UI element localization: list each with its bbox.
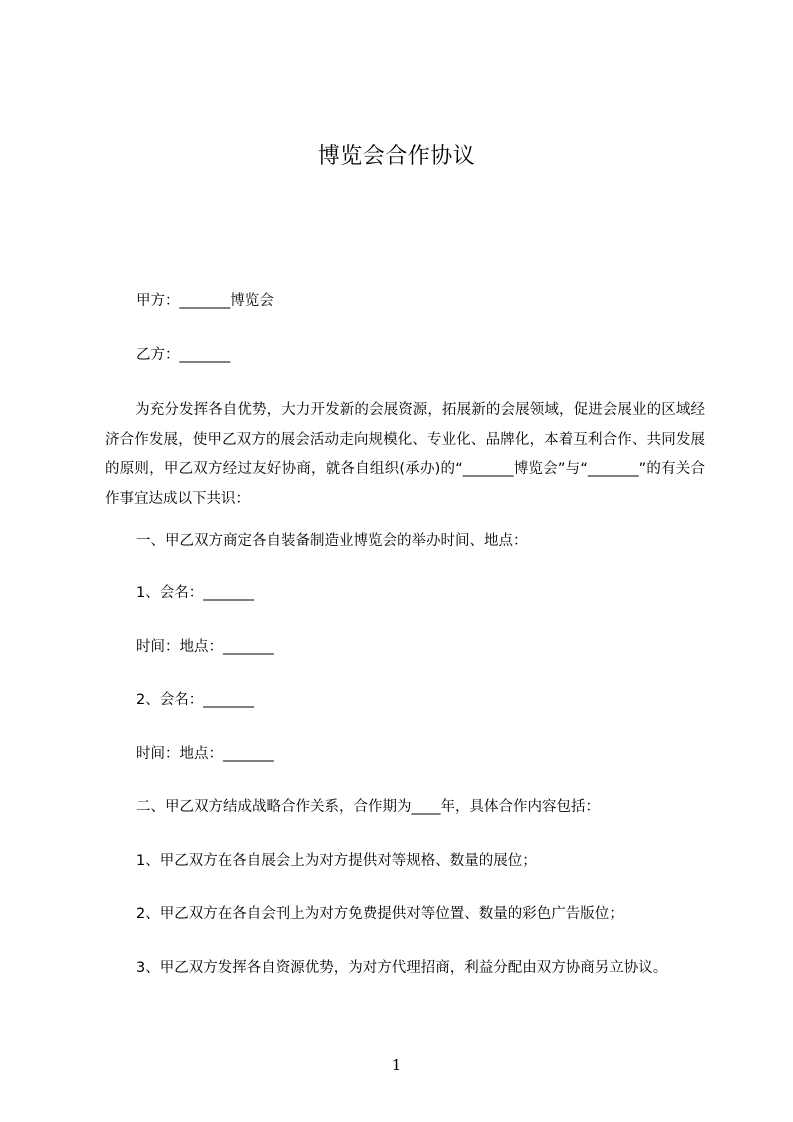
intro-paragraph	[105, 396, 705, 514]
intro-text: 为充分发挥各自优势，大力开发新的会展资源，拓展新的会展领域，促进会展业的区域经济合作发展，使甲乙双方的展会活动走向规模化、专业化、品牌化，本着互利合作、共同发展的原则，甲乙双方经过友好协商，就各自组织(承办)的“_______博览会”与“_______”的有关合作事宜达成以下共识：	[105, 402, 705, 507]
item-1-time-place: 时间：地点：_______	[136, 639, 274, 655]
clause-3: 3、甲乙双方发挥各自资源优势，为对方代理招商，利益分配由双方协商另立协议。	[136, 960, 668, 976]
clause-1: 1、甲乙双方在各自展会上为对方提供对等规格、数量的展位；	[136, 853, 537, 869]
item-1-name: 1、会名：_______	[136, 585, 254, 601]
item-2-time-place: 时间：地点：_______	[136, 746, 274, 762]
clause-2: 2、甲乙双方在各自会刊上为对方免费提供对等位置、数量的彩色广告版位；	[136, 906, 624, 922]
document-title: 博览会合作协议	[317, 144, 476, 169]
item-2-name: 2、会名：_______	[136, 692, 254, 708]
page-number: 1	[391, 1056, 402, 1074]
party-b-line: 乙方：_______	[136, 347, 231, 363]
party-a-line: 甲方：_______博览会	[136, 293, 274, 309]
section-2-heading: 二、甲乙双方结成战略合作关系，合作期为____年，具体合作内容包括：	[136, 799, 600, 815]
section-1-heading: 一、甲乙双方商定各自装备制造业博览会的举办时间、地点：	[136, 533, 528, 549]
